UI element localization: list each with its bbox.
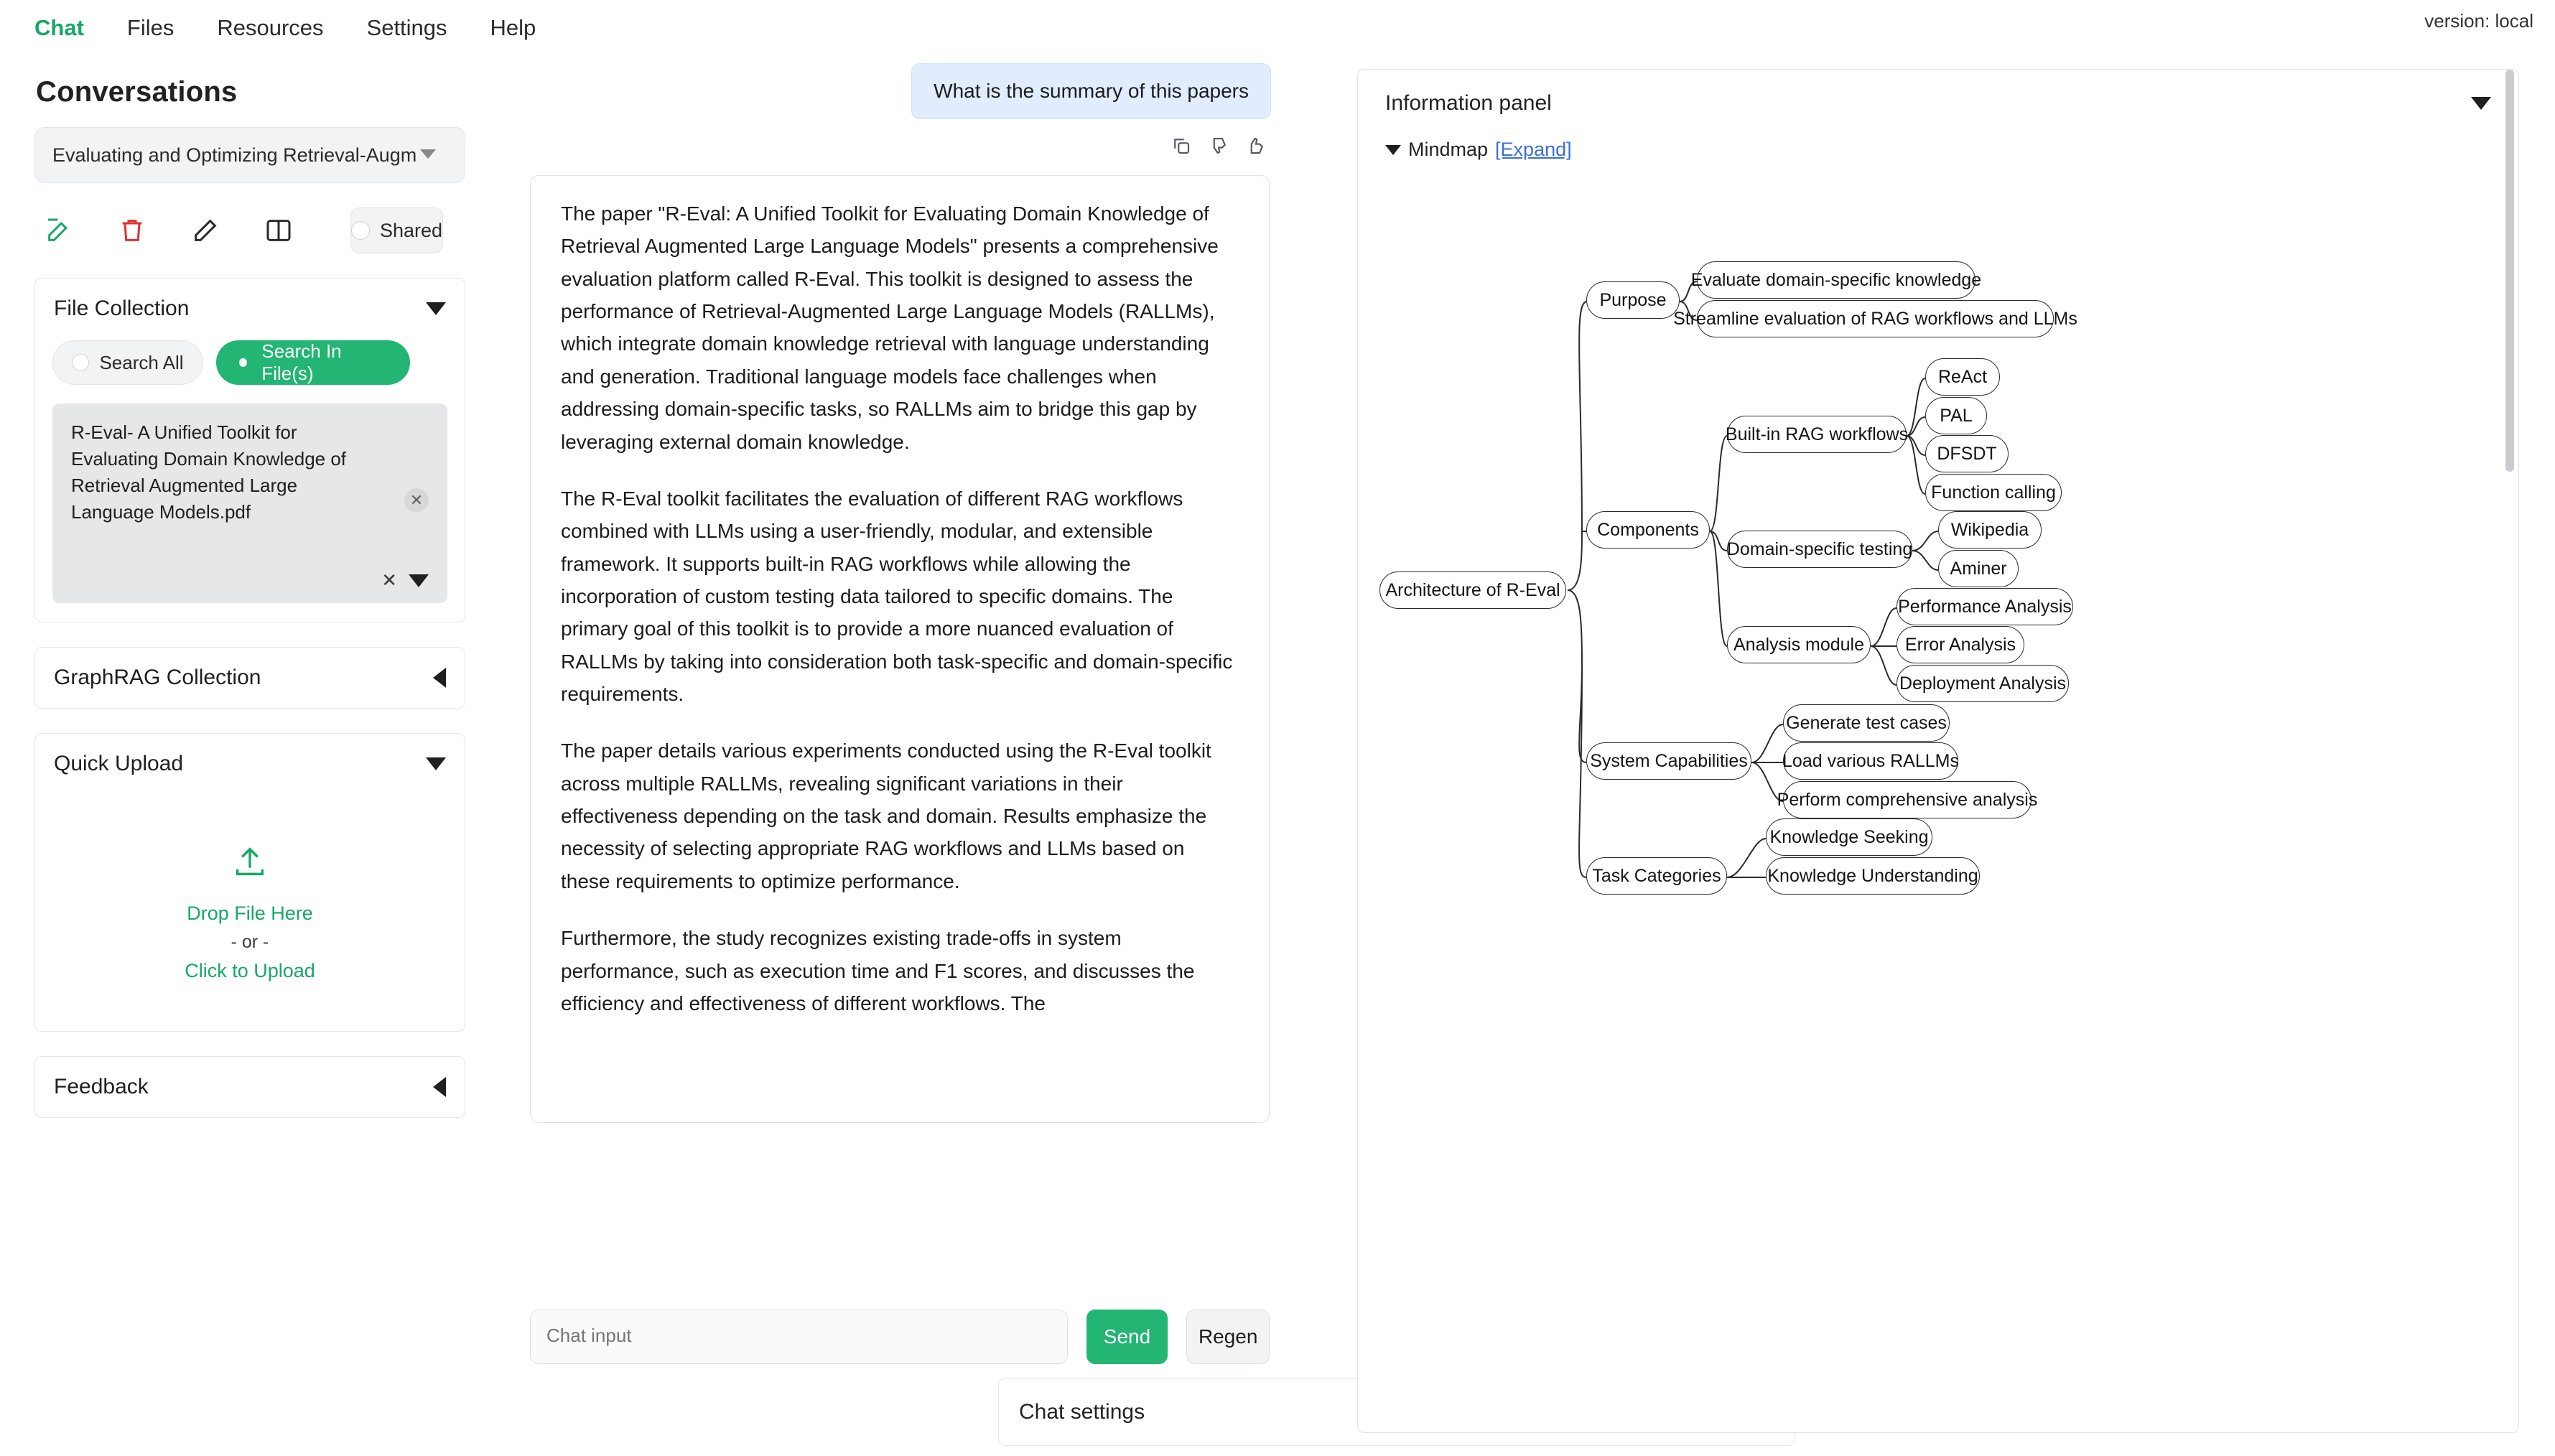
chevron-left-icon[interactable] <box>433 668 446 688</box>
chevron-down-icon[interactable] <box>426 757 446 770</box>
chevron-down-icon <box>420 149 436 159</box>
mindmap-node-purpose[interactable]: Purpose <box>1586 281 1680 319</box>
edit-icon[interactable] <box>191 215 220 246</box>
nav-item-chat[interactable]: Chat <box>34 15 84 40</box>
nav-item-help[interactable]: Help <box>490 15 536 40</box>
search-in-files-label: Search In File(s) <box>261 340 342 384</box>
mindmap-node[interactable]: Evaluate domain-specific knowledge <box>1697 261 1975 299</box>
mindmap-node[interactable]: Perform comprehensive analysis <box>1783 781 2032 818</box>
mindmap-node[interactable]: Generate test cases <box>1783 704 1950 742</box>
delete-icon[interactable] <box>118 215 146 246</box>
page-body <box>0 56 2555 1456</box>
quick-upload-title: Quick Upload <box>54 752 184 775</box>
message-actions <box>474 134 1336 158</box>
mindmap-node[interactable]: Load various RALLMs <box>1783 742 1958 780</box>
mindmap-node[interactable]: Analysis module <box>1727 626 1871 663</box>
conversation-toolbar <box>45 207 443 253</box>
upload-icon <box>231 843 269 885</box>
new-chat-icon[interactable] <box>45 215 73 246</box>
user-message-row <box>474 63 1336 119</box>
answer-paragraph: Furthermore, the study recognizes existing trade-offs in system performance, such as execution time and F1 scores, and discusses the efficiency and effectiveness of different workflows. The <box>561 927 1195 1014</box>
file-collection-title: File Collection <box>54 297 190 320</box>
selected-file-name: R-Eval- A Unified Toolkit for Evaluating Domain Knowledge of Retrieval Augmented Large Language Models.pdf <box>71 421 347 523</box>
file-dropzone[interactable] <box>35 794 465 1031</box>
page-title: Conversations <box>36 76 238 108</box>
dropzone-or-label: - or - <box>231 932 269 952</box>
regen-button[interactable]: Regen <box>1186 1310 1270 1364</box>
send-button[interactable]: Send <box>1086 1310 1168 1364</box>
right-column <box>1336 56 2555 1456</box>
graphrag-title: GraphRAG Collection <box>54 666 261 689</box>
mindmap-node[interactable]: Deployment Analysis <box>1897 665 2069 702</box>
feedback-panel <box>34 1056 465 1118</box>
mindmap-node[interactable]: Streamline evaluation of RAG workflows and LLMs <box>1697 300 2054 337</box>
nav-item-files[interactable]: Files <box>126 15 174 40</box>
search-mode-group <box>52 340 447 385</box>
mindmap-node[interactable]: DFSDT <box>1925 435 2009 472</box>
shared-toggle-dot <box>351 221 370 240</box>
nav-item-resources[interactable]: Resources <box>217 15 324 40</box>
graphrag-header[interactable] <box>35 648 465 708</box>
search-all-label: Search All <box>99 351 184 373</box>
mindmap-node[interactable]: Wikipedia <box>1938 511 2042 549</box>
file-collection-panel <box>34 278 465 622</box>
radio-icon <box>235 354 251 371</box>
chevron-down-icon[interactable] <box>426 302 446 315</box>
file-collection-header[interactable] <box>35 279 465 339</box>
search-all-option[interactable] <box>52 340 203 385</box>
file-collection-body <box>35 340 465 622</box>
mindmap-node[interactable]: PAL <box>1925 397 1987 434</box>
assistant-answer-card <box>530 175 1270 1123</box>
mindmap-node[interactable]: Error Analysis <box>1897 626 2024 663</box>
nav-item-settings[interactable]: Settings <box>366 15 447 40</box>
information-panel-header <box>1358 70 2518 116</box>
chevron-down-icon[interactable] <box>409 574 429 587</box>
thumbs-up-icon[interactable] <box>1244 134 1268 158</box>
information-panel-title: Information panel <box>1385 91 1552 115</box>
chat-composer <box>530 1310 1270 1364</box>
mindmap-scrollbar[interactable] <box>2505 70 2514 472</box>
chevron-down-icon[interactable] <box>1385 145 1401 155</box>
information-panel <box>1357 69 2519 1433</box>
mindmap-canvas[interactable] <box>1358 161 2518 1410</box>
mindmap-node-task-categories[interactable]: Task Categories <box>1586 857 1727 895</box>
mindmap-node[interactable]: Built-in RAG workflows <box>1727 416 1907 453</box>
dropzone-label: Drop File Here <box>187 902 313 924</box>
conversation-select-value: Evaluating and Optimizing Retrieval-Augm <box>52 144 417 166</box>
copy-icon[interactable] <box>1169 134 1193 158</box>
mindmap-node[interactable]: Domain-specific testing <box>1727 531 1912 568</box>
chevron-down-icon[interactable] <box>2471 97 2491 110</box>
mindmap-label: Mindmap <box>1408 139 1489 160</box>
mindmap-node[interactable]: ReAct <box>1925 358 2000 396</box>
search-in-files-option[interactable] <box>216 340 410 385</box>
quick-upload-panel <box>34 733 465 1032</box>
chat-column <box>474 56 1336 1456</box>
mindmap-node-root[interactable]: Architecture of R-Eval <box>1379 571 1566 609</box>
chat-input[interactable] <box>530 1310 1068 1364</box>
graphrag-collection-panel <box>34 647 465 709</box>
quick-upload-header[interactable] <box>35 734 465 794</box>
answer-paragraph: The paper "R-Eval: A Unified Toolkit for Evaluating Domain Knowledge of Retrieval Augmented Large Language Models" presents a comprehensive evaluation platform called R-Eval. This toolkit is designed to assess the performance of Retrieval-Augmented Large Language Models (RALLMs), which integrate domain knowledge retrieval with language understanding and generation. Traditional language models face challenges when addressing domain-specific tasks, so RALLMs aim to bridge this gap by leveraging external domain knowledge. <box>561 202 1219 453</box>
mindmap-node[interactable]: Aminer <box>1938 550 2019 587</box>
mindmap-expand-link[interactable]: [Expand] <box>1495 139 1572 160</box>
version-label: version: local <box>2424 10 2533 32</box>
mindmap-node[interactable]: Knowledge Understanding <box>1766 857 1980 895</box>
mindmap-node[interactable]: Performance Analysis <box>1897 588 2073 625</box>
mindmap-node-components[interactable]: Components <box>1586 511 1710 549</box>
conversation-select[interactable] <box>34 127 465 183</box>
answer-paragraph: The paper details various experiments conducted using the R-Eval toolkit across multiple RALLMs, revealing significant variations in their effectiveness depending on the task and domain. Results emphasize the necessity of selecting appropriate RAG workflows and LLMs based on these requirements to optimize performance. <box>561 739 1211 892</box>
mindmap-node[interactable]: Knowledge Seeking <box>1766 818 1932 856</box>
selected-file-box <box>52 403 447 603</box>
feedback-header[interactable] <box>35 1057 465 1117</box>
user-message: What is the summary of this papers <box>911 63 1271 119</box>
chevron-left-icon[interactable] <box>433 1077 446 1097</box>
mindmap-node[interactable]: Function calling <box>1925 474 2062 511</box>
left-sidebar <box>0 56 474 1118</box>
answer-paragraph: The R-Eval toolkit facilitates the evaluation of different RAG workflows combined with LLMs using a user-friendly, modular, and extensible framework. It supports built-in RAG workflows while allowing the incorporation of custom testing data tailored to specific domains. The primary goal of this toolkit is to provide a more nuanced evaluation of RALLMs by taking into consideration both task-specific and domain-specific requirements. <box>561 487 1233 706</box>
shared-label: Shared <box>380 219 443 241</box>
radio-icon <box>72 354 89 371</box>
clear-files-icon[interactable]: ✕ <box>381 569 397 591</box>
shared-toggle[interactable] <box>350 207 443 253</box>
split-view-icon[interactable] <box>264 215 293 246</box>
mindmap-node-system-capabilities[interactable]: System Capabilities <box>1586 742 1751 780</box>
top-navigation <box>0 0 2555 56</box>
mindmap-header <box>1358 116 2518 161</box>
feedback-title: Feedback <box>54 1075 149 1098</box>
remove-file-icon[interactable]: ✕ <box>404 488 429 513</box>
file-box-footer <box>381 569 429 592</box>
chat-settings-label: Chat settings <box>1019 1400 1145 1424</box>
thumbs-down-icon[interactable] <box>1206 134 1231 158</box>
click-to-upload-link[interactable]: Click to Upload <box>185 960 315 981</box>
